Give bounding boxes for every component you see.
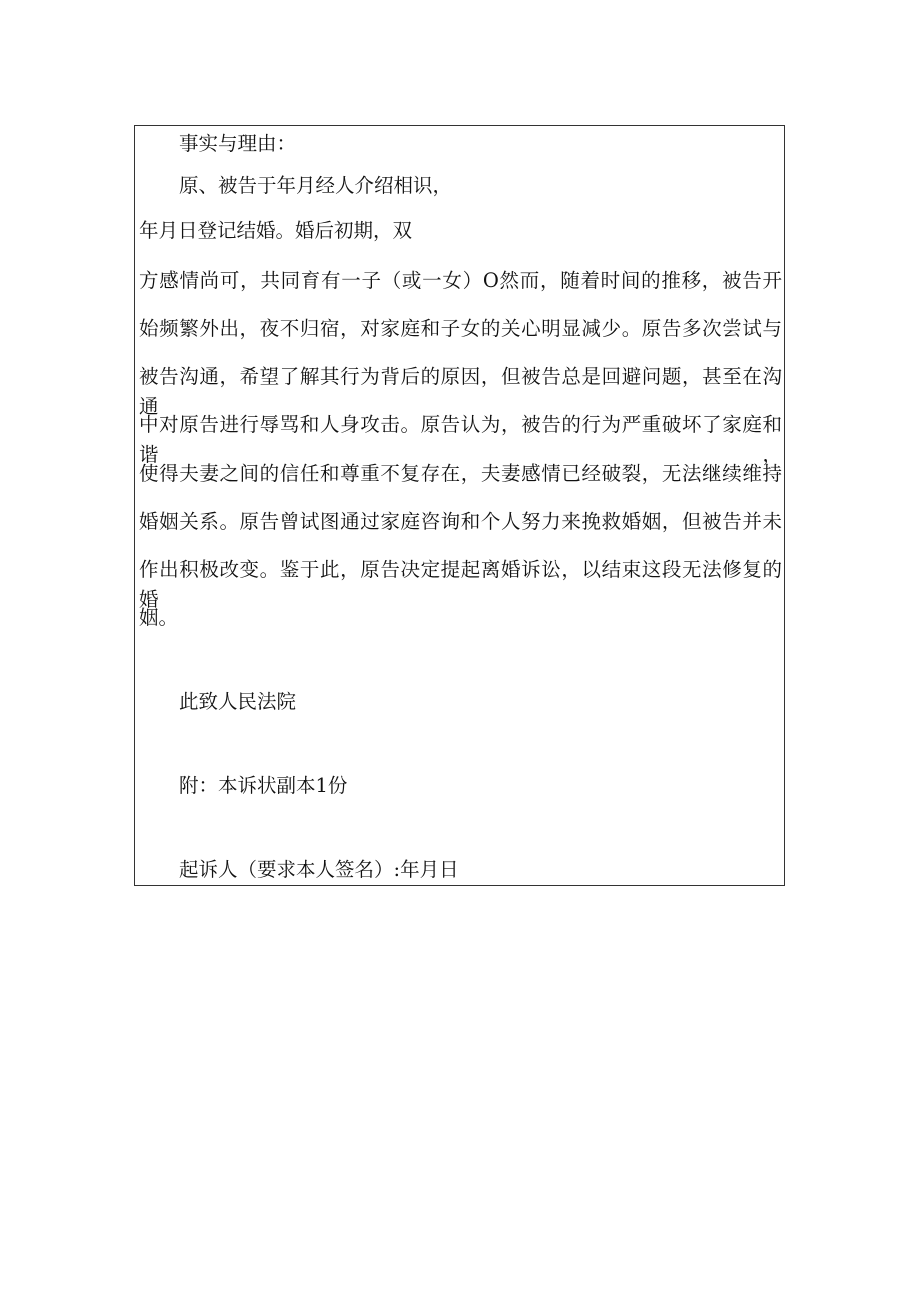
complaint-frame xyxy=(134,125,785,886)
attachment-line: 附：本诉状副本1份 xyxy=(179,774,348,797)
body-line: 作出积极改变。鉴于此，原告决定提起离婚诉讼，以结束这段无法修复的婚 xyxy=(139,558,782,611)
section-heading: 事实与理由： xyxy=(179,132,297,155)
body-line: 中对原告进行辱骂和人身攻击。原告认为，被告的行为严重破坏了家庭和谐， xyxy=(139,413,782,466)
body-line: 婚姻关系。原告曾试图通过家庭咨询和个人努力来挽救婚姻，但被告并未 xyxy=(139,510,782,533)
body-line: 使得夫妻之间的信任和尊重不复存在，夫妻感情已经破裂，无法继续维持 xyxy=(139,462,782,485)
body-line: 姻。 xyxy=(139,606,179,629)
signature-line: 起诉人（要求本人签名）:年月日 xyxy=(179,858,459,881)
body-line: 年月日登记结婚。婚后初期，双 xyxy=(139,219,413,242)
body-line: 原、被告于年月经人介绍相识， xyxy=(179,174,453,197)
closing-line: 此致人民法院 xyxy=(179,690,297,713)
body-line: 方感情尚可，共同育有一子（或一女）O然而，随着时间的推移，被告开 xyxy=(139,269,782,292)
body-line: 始频繁外出，夜不归宿，对家庭和子女的关心明显减少。原告多次尝试与 xyxy=(139,317,782,340)
body-line: 被告沟通，希望了解其行为背后的原因，但被告总是回避问题，甚至在沟通 xyxy=(139,365,782,418)
